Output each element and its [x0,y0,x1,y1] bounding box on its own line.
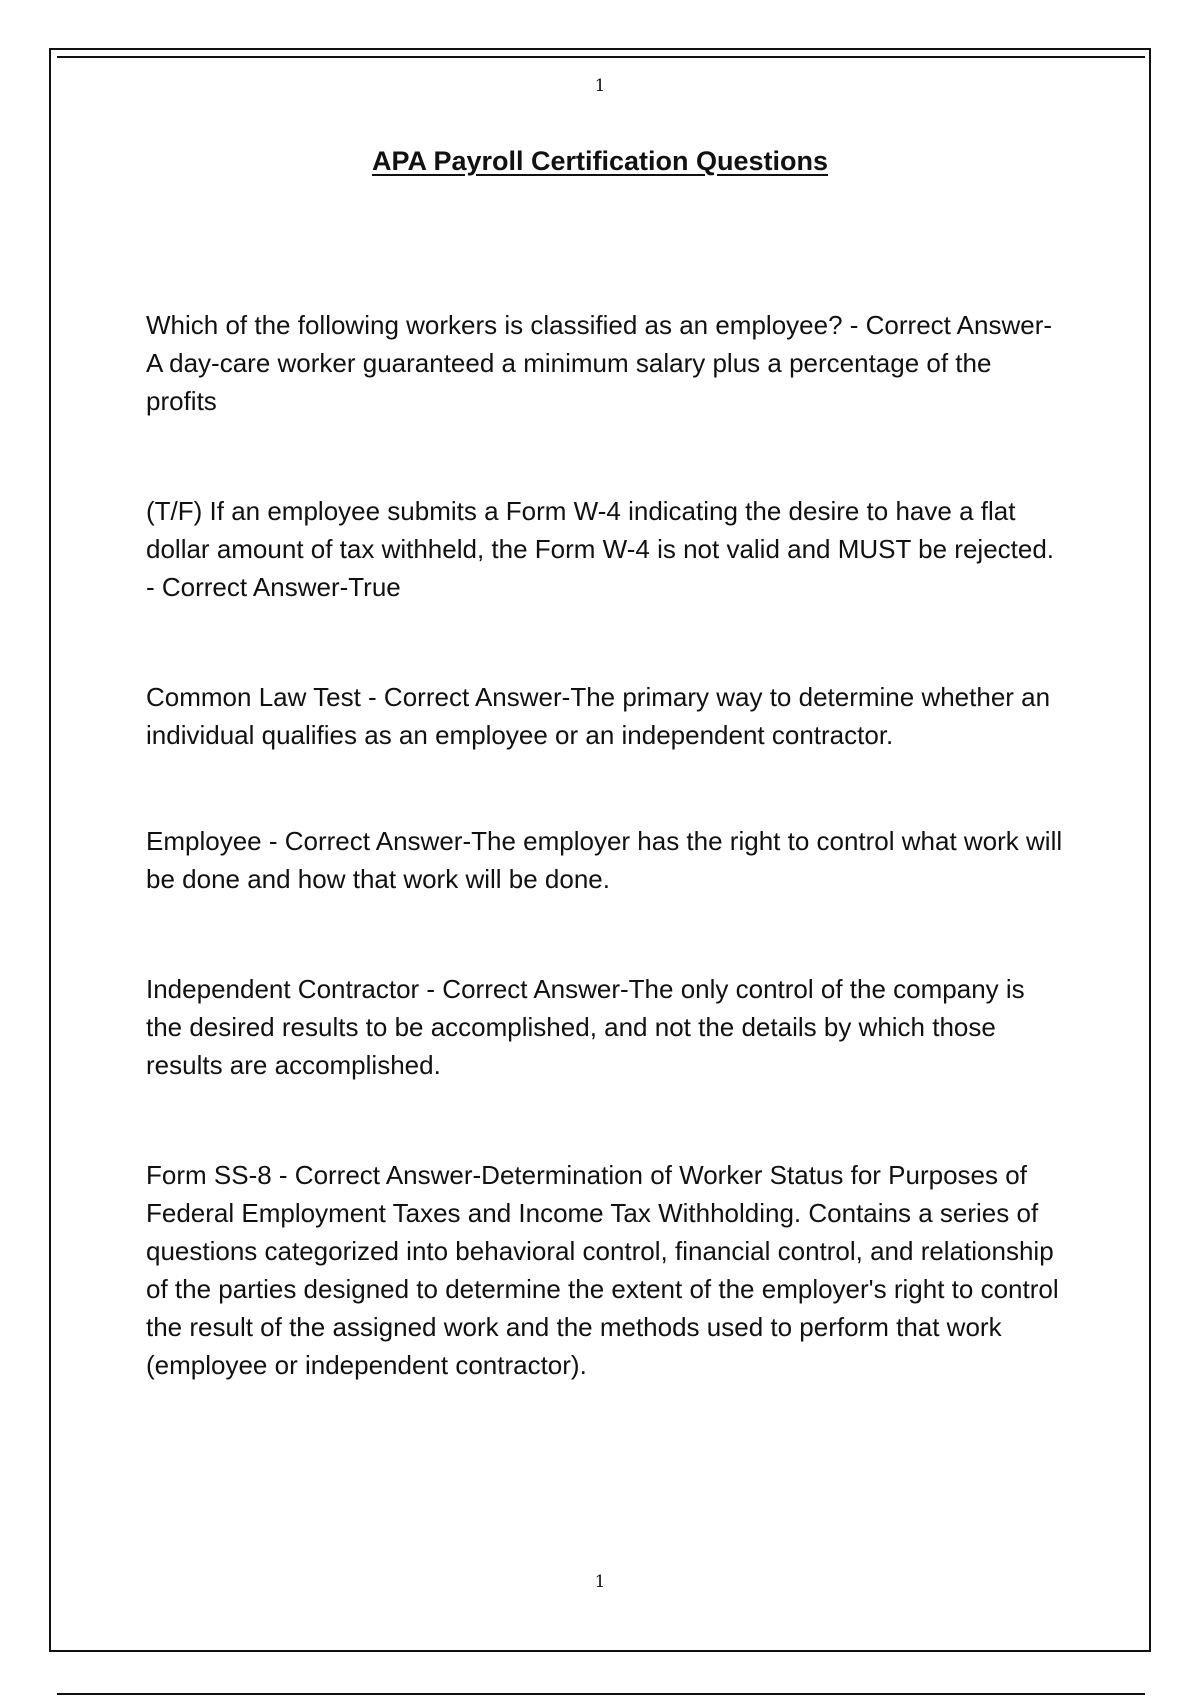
qa-item-form-w4-flat-amount: (T/F) If an employee submits a Form W-4 indicating the desire to have a flat dollar amount of tax withheld, the Form W-4 is not valid and MUST be rejected. - Correct Answer-True [146,496,1055,602]
next-page-top-rule [57,1693,1145,1695]
qa-item-common-law-test: Common Law Test - Correct Answer-The primary way to determine whether an individual qualifies as an employee or an independent contractor. [146,682,1051,750]
qa-item-form-ss8: Form SS-8 - Correct Answer-Determination of Worker Status for Purposes of Federal Employment Taxes and Income Tax Withholding. Contains a series of questions categorized into behavioral control, financial control, and relationship of the parties designed to determine the extent of the employer's right to control the result of the assigned work and the methods used to perform that work (employee or independent contractor). [146,1160,1059,1380]
page-title: APA Payroll Certification Questions [371,146,829,176]
page-number-top: 1 [594,76,606,96]
page-number-bottom: 1 [594,1572,606,1592]
qa-item-independent-contractor: Independent Contractor - Correct Answer-The only control of the company is the desired results to be accomplished, and not the details by which those results are accomplished. [146,974,1025,1080]
page-top-rule [57,56,1145,58]
qa-item-worker-classification: Which of the following workers is classified as an employee? - Correct Answer-A day-care worker guaranteed a minimum salary plus a percentage of the profits [146,310,1053,416]
question-list [146,306,1066,1456]
qa-item-employee: Employee - Correct Answer-The employer has the right to control what work will be done and how that work will be done. [146,826,1063,894]
